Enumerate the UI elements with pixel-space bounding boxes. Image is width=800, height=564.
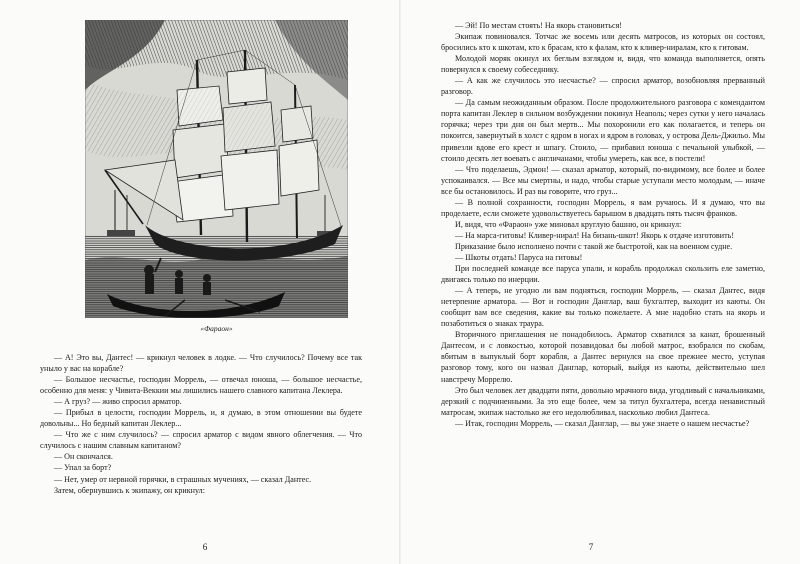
paragraph: — Что же с ним случилось? — спросил арматор с видом явного облегчения. — Что случилось с нашим славным капитаном? [40, 430, 362, 451]
right-page-text [441, 20, 765, 429]
paragraph: — На марса-гитовы! Кливер-нирал! На бизань-шкот! Якорь к отдаче изготовить! [455, 230, 735, 240]
page-number-left: 6 [202, 542, 208, 552]
paragraph: Молодой моряк окинул их беглым взглядом и, видя, что команда выполняется, опять повернулся к своему собеседнику. [441, 54, 765, 75]
ship-engraving [85, 20, 348, 318]
paragraph: И, видя, что «Фараон» уже миновал круглую башню, он крикнул: [455, 219, 682, 229]
left-page-text [40, 352, 362, 496]
paragraph: — А теперь, не угодно ли вам подняться, господин Моррель, — сказал Дантес, видя нетерпение арматора. — Вот и господин Данглар, ваш бухгалтер, выходит из каюты. Он сообщит вам все сведения, какие вы только пожелаете. А мне надобно стать на якорь и позаботиться о знаках траура. [441, 286, 765, 329]
paragraph: — Итак, господин Моррель, — сказал Данглар, — вы уже знаете о нашем несчастье? [455, 418, 750, 428]
paragraph: — Эй! По местам стоять! На якорь становиться! [455, 21, 622, 30]
paragraph: — А! Это вы, Дантес! — крикнул человек в лодке. — Что случилось? Почему все так уныло у вас на корабле? [40, 353, 362, 374]
paragraph: Это был человек лет двадцати пяти, довольно мрачного вида, угодливый с начальниками, дерзкий с подчиненными. За это еще более, чем за титул бухгалтера, всегда ненавистный матросам, экипаж настолько же его недолюбливал, насколько любил Дантеса. [441, 385, 765, 417]
paragraph: — Он скончался. [54, 452, 113, 462]
paragraph: — Да самым неожиданным образом. После продолжительного разговора с комендантом порта капитан Леклер в сильном возбуждении покинул Неаполь; через сутки у него началась горячка; через три дня он был мертв... Мы похоронили его как полагается, и теперь он покоится, завернутый в холст с ядром в ногах и ядром в головах, у острова Дель-Джильо. Мы привезли вдове его крест и шпагу. Стоило, — прибавил юноша с печальной улыбкой, — стоило десять лет воевать с англичанами, чтобы умереть, как все, в постели! [441, 98, 765, 163]
paragraph: — Прибыл в целости, господин Моррель, и, я думаю, в этом отношении вы будете довольны... Но бедный капитан Леклер... [40, 408, 362, 429]
paragraph: Вторичного приглашения не понадобилось. Арматор схватился за канат, брошенный Дантесом, и с ловкостью, которой позавидовал бы любой матрос, взобрался по скобам, вбитым в выпуклый борт корабля, а Дантес вернулся на свое прежнее место, уступая разговор тому, кого он назвал Данглар, который, выйдя из каюты, действительно шел навстречу Моррелю. [441, 330, 765, 384]
illustration-caption: «Фараон» [200, 324, 233, 333]
paragraph: При последней команде все паруса упали, и корабль продолжал скользить еле заметно, двигаясь только по инерции. [441, 264, 765, 285]
paragraph: — Большое несчастье, господин Моррель, — отвечал юноша, — большое несчастье, особенно для меня: у Чивита-Веккии мы лишились нашего славного капитана Леклера. [40, 375, 362, 396]
paragraph: — В полной сохранности, господин Моррель, я вам ручаюсь. И я думаю, что вы проделаете, если сможете удовольствуетесь барышом в двадцать пять тысяч франков. [441, 197, 765, 218]
page-number-right: 7 [588, 542, 594, 552]
paragraph: — Шкоты отдать! Паруса на гитовы! [455, 252, 583, 262]
paragraph: Экипаж повиновался. Тотчас же восемь или десять матросов, из которых он состоял, бросились кто к шкотам, кто к брасам, кто к фалам, кто к кливер-ниралам, кто к гитовам. [441, 32, 765, 53]
paragraph: — Упал за борт? [54, 463, 112, 473]
paragraph: — А как же случилось это несчастье? — спросил арматор, возобновляя прерванный разговор. [441, 76, 765, 97]
paragraph: — Что поделаешь, Эдмон! — сказал арматор, который, по-видимому, все более и более успокаивался. — Все мы смертны, и надо, чтобы старые уступали место молодым, — иначе все бы остановилось. И раз вы говорите, что груз... [441, 164, 765, 196]
paragraph: — Нет, умер от нервной горячки, в страшных мучениях, — сказал Дантес. [54, 474, 312, 484]
paragraph: Затем, обернувшись к экипажу, он крикнул: [54, 485, 205, 495]
paragraph: — А груз? — живо спросил арматор. [54, 397, 182, 407]
paragraph: Приказание было исполнено почти с такой же быстротой, как на военном судне. [455, 241, 733, 251]
